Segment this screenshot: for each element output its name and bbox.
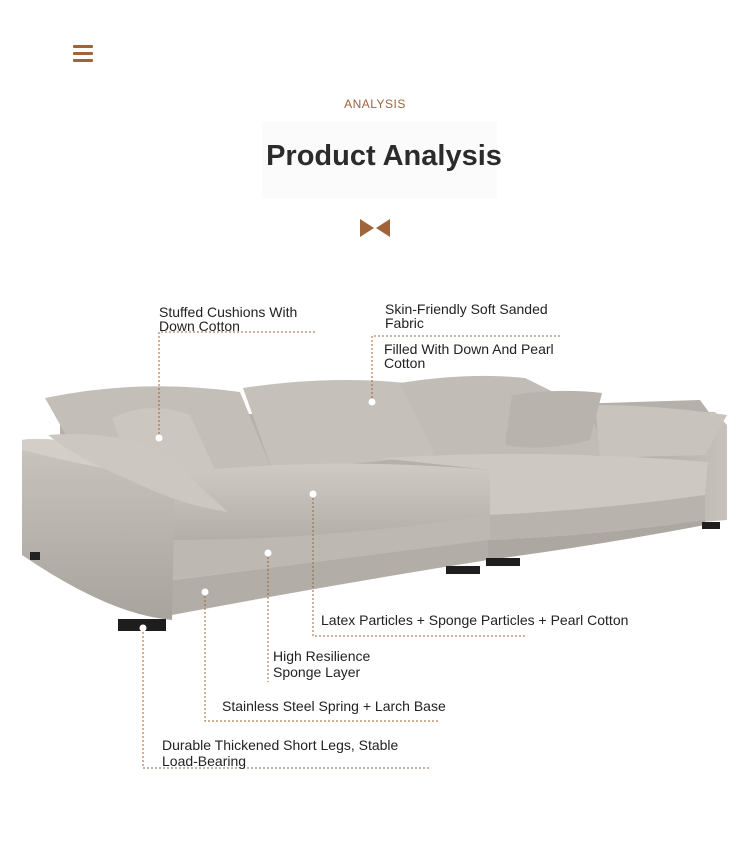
callout-spring: Stainless Steel Spring + Larch Base bbox=[222, 698, 446, 714]
callout-cushions: Stuffed Cushions With Down Cotton bbox=[159, 304, 298, 334]
callout-fabric: Skin-Friendly Soft Sanded Fabric bbox=[385, 301, 548, 331]
callout-filled: Filled With Down And Pearl Cotton bbox=[384, 341, 554, 371]
back-cushion-far-right bbox=[595, 405, 727, 458]
section-eyebrow: ANALYSIS bbox=[344, 97, 406, 111]
leg bbox=[486, 558, 520, 566]
leg bbox=[30, 552, 40, 560]
callout-latex: Latex Particles + Sponge Particles + Pearl Cotton bbox=[321, 612, 629, 628]
leg bbox=[702, 522, 720, 529]
callout-sponge: High Resilience Sponge Layer bbox=[273, 648, 371, 680]
pillow-right bbox=[505, 391, 602, 448]
leg bbox=[446, 566, 480, 574]
callout-legs: Durable Thickened Short Legs, Stable Load-Bearing bbox=[162, 737, 399, 769]
page-title: Product Analysis bbox=[266, 140, 502, 172]
